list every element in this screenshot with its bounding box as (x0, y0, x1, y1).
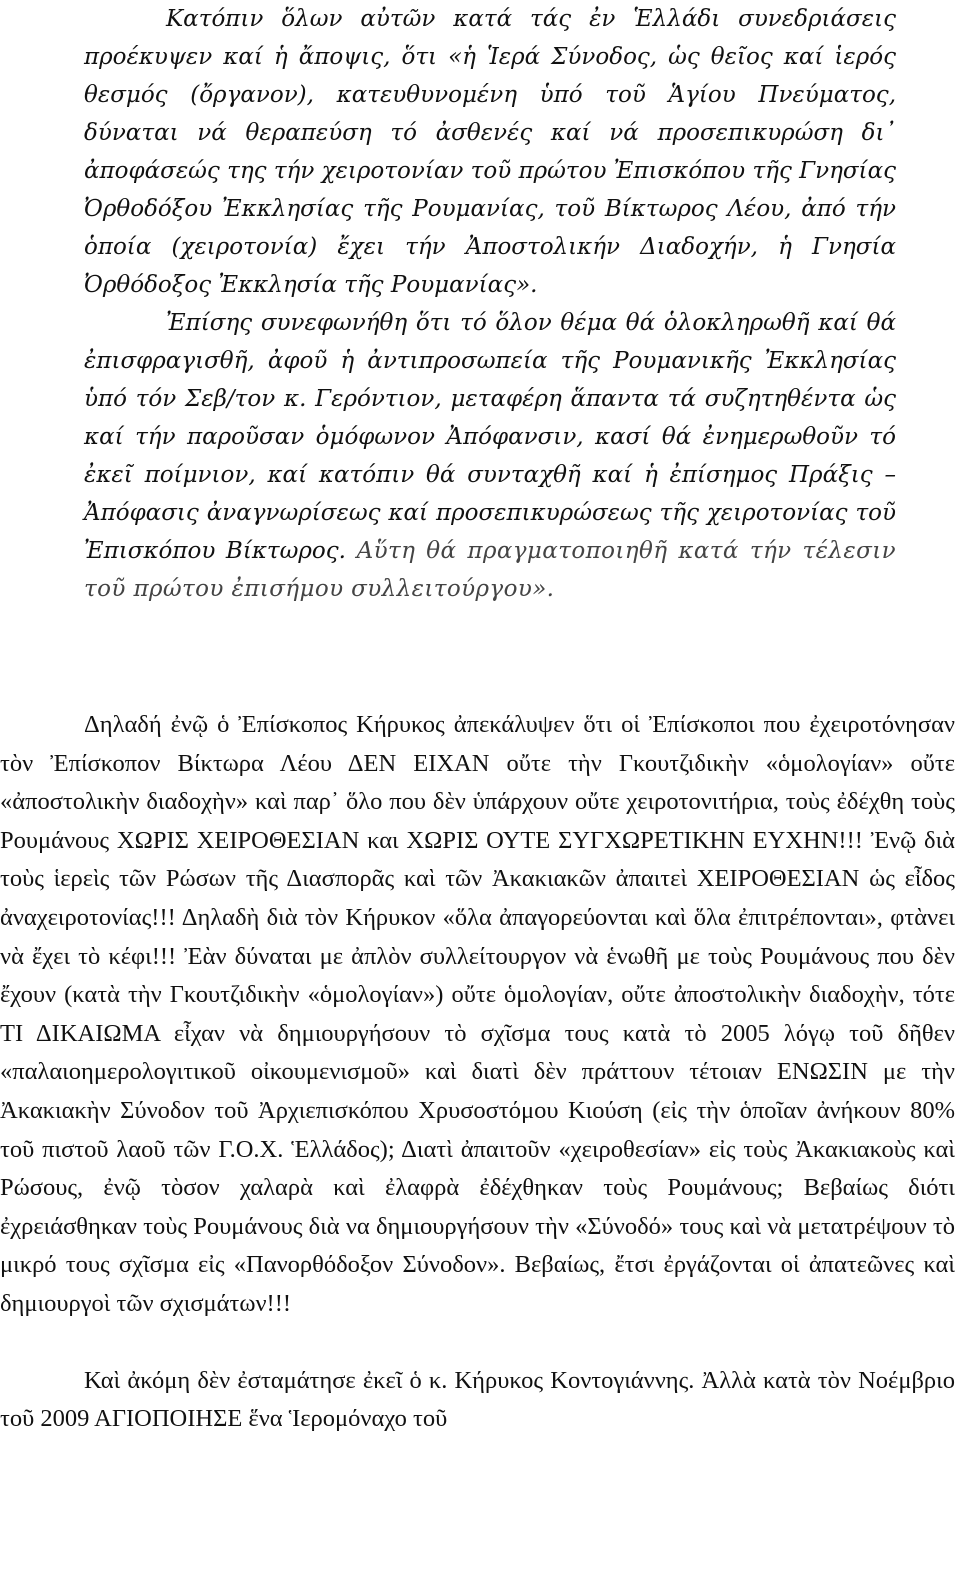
quote-paragraph-1: Κατόπιν ὅλων αὐτῶν κατά τάς ἐν Ἑλλάδι συνεδριάσεις προέκυψεν καί ἡ ἄποψις, ὅτι «ἡ Ἱερά Σύνοδος, ὡς θεῖος καί ἱερός θεσμός (ὄργανον), κατευθυνομένη ὑπό τοῦ Ἁγίου Πνεύματος, δύναται νά θεραπεύση τό ἀσθενές καί νά προσεπικυρώση δι᾽ ἀποφάσεώς της τήν χειροτονίαν τοῦ πρώτου Ἐπισκόπου τῆς Γνησίας Ὀρθοδόξου Ἐκκλησίας τῆς Ρουμανίας, τοῦ Βίκτωρος Λέου, ἀπό τήν ὁποία (χειροτονία) ἔχει τήν Ἀποστολικήν Διαδοχήν, ἡ Γνησία Ὀρθόδοξος Ἐκκλησία τῆς Ρουμανίας». (84, 6, 896, 298)
quote-paragraph-2-main: Ἐπίσης συνεφωνήθη ὅτι τό ὅλον θέμα θά ὁλοκληρωθῆ καί θά ἐπισφραγισθῆ, ἀφοῦ ἡ ἀντιπροσωπεία τῆς Ρουμανικῆς Ἐκκλησίας ὑπό τόν Σεβ/τον κ. Γερόντιον, μεταφέρη ἅπαντα τά συζητηθέντα ὡς καί τήν παροῦσαν ὁμόφωνον Ἀπόφανσιν, κασί θά ἐνημερωθοῦν τό ἐκεῖ ποίμνιον, καί κατόπιν θά συνταχθῆ καί ἡ ἐπίσημος Πράξις – Ἀπόφασις ἀναγνωρίσεως καί προσεπικυρώσεως τῆς χειροτονίας τοῦ Ἐπισκόπου Βίκτωρος. (84, 310, 896, 564)
commentary-paragraph-2: Καὶ ἀκόμη δὲν ἐσταμάτησε ἐκεῖ ὁ κ. Κήρυκος Κοντογιάννης. Ἀλλὰ κατὰ τὸν Νοέμβριο τοῦ 2009 ΑΓΙΟΠΟΙΗΣΕ ἕνα Ἱερομόναχο τοῦ (0, 1366, 955, 1433)
commentary (0, 706, 955, 1439)
quote-paragraph-2-tail: Αὕτη θά πραγματοποιηθῆ κατά τήν τέλεσιν τοῦ πρώτου ἐπισήμου συλλειτούργου». (84, 538, 896, 602)
commentary-paragraph-1: Δηλαδή ἐνῷ ὁ Ἐπίσκοπος Κήρυκος ἀπεκάλυψεν ὅτι οἱ Ἐπίσκοποι που ἐχειροτόνησαν τὸν Ἐπίσκοπον Βίκτωρα Λέου ΔΕΝ ΕΙΧΑΝ οὔτε τὴν Γκουτζιδικὴν «ὁμολογίαν» οὔτε «ἀποστολικὴν διαδοχὴν» καὶ παρ᾽ ὅλο που δὲν ὑπάρχουν οὔτε χειροτονιτήρια, τοὺς ἐδέχθη τοὺς Ρουμάνους ΧΩΡΙΣ ΧΕΙΡΟΘΕΣΙΑΝ και ΧΩΡΙΣ ΟΥΤΕ ΣΥΓΧΩΡΕΤΙΚΗΝ ΕΥΧΗΝ!!! Ἐνῷ διὰ τοὺς ἱερεὶς τῶν Ρώσων τῆς Διασπορᾶς καὶ τῶν Ἀκακιακῶν ἀπαιτεὶ ΧΕΙΡΟΘΕΣΙΑΝ ὡς εἶδος ἀναχειροτονίας!!! Δηλαδὴ διὰ τὸν Κήρυκον «ὅλα ἀπαγορεύονται καὶ ὅλα ἐπιτρέπονται», φτὰνει νὰ ἔχει τὸ κέφι!!! Ἐὰν δύναται με ἀπλὸν συλλείτουργον νὰ ἑνωθῆ με τοὺς Ρουμάνους που δὲν ἔχουν (κατὰ τὴν Γκουτζιδικὴν «ὁμολογίαν») οὔτε ὁμολογίαν, οὔτε ἀποστολικὴν διαδοχὴν, τότε ΤΙ ΔΙΚΑΙΩΜΑ εἶχαν νὰ δημιουργήσουν τὸ σχῖσμα τους κατὰ τὸ 2005 λόγῳ τοῦ δῆθεν «παλαιοημερολογιτικοῦ οἰκουμενισμοῦ» καὶ διατὶ δὲν πράττουν τέτοιαν ΕΝΩΣΙΝ με τὴν Ἀκακιακὴν Σύνοδον τοῦ Ἀρχιεπισκόπου Χρυσοστόμου Κιούση (εἰς τὴν ὁποῖαν ἀνήκουν 80% τοῦ πιστοῦ λαοῦ τῶν Γ.Ο.Χ. Ἑλλάδος); Διατὶ ἀπαιτοῦν «χειροθεσίαν» εἰς τοὺς Ἀκακιακοὺς καὶ Ρώσους, ἐνῷ τὸσον χαλαρὰ καὶ ἐλαφρὰ ἐδέχθηκαν τοὺς Ρουμάνους; Βεβαίως διότι ἐχρειάσθηκαν τοὺς Ρουμάνους διὰ να δημιουργήσουν τὴν «Σύνοδό» τους καὶ νὰ μετατρέψουν τὸ μικρό τους σχῖσμα εἰς «Πανορθόδοξον Σύνοδον». Βεβαίως, ἔτσι ἐργάζονται οἱ ἀπατεῶνες καὶ δημιουργοὶ τῶν σχισμάτων!!! (0, 711, 955, 1317)
quoted-decision (84, 0, 896, 608)
quote-paragraph-2 (84, 304, 896, 608)
